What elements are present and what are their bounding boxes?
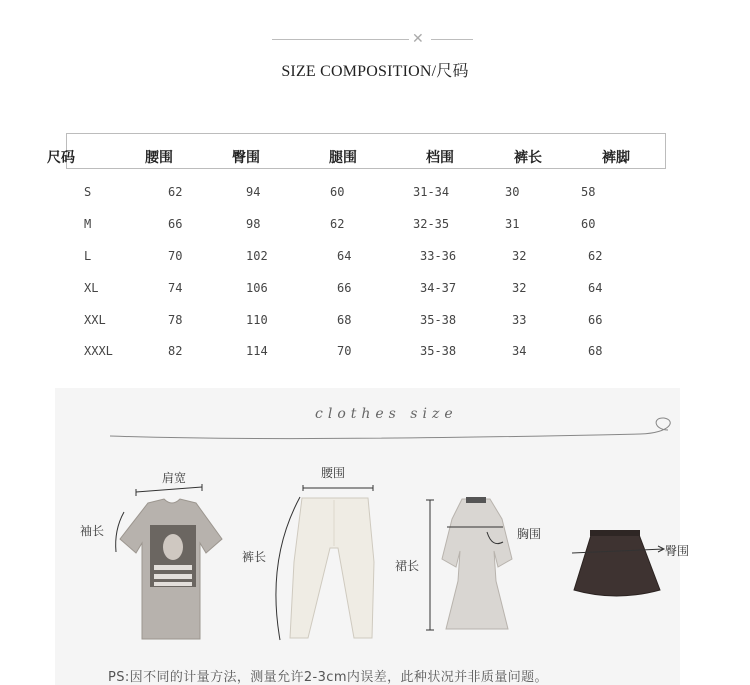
table-cell: 32-35: [413, 217, 450, 231]
table-cell: 60: [330, 185, 345, 199]
table-cell: 94: [246, 185, 261, 199]
table-cell: 32: [512, 281, 527, 295]
table-cell: 68: [337, 313, 352, 327]
skirt-length-label: 裙长: [395, 559, 420, 573]
table-cell: 70: [168, 249, 183, 263]
size-label-cell: M: [84, 217, 92, 231]
table-cell: 68: [588, 344, 603, 358]
table-cell: 33-36: [420, 249, 457, 263]
table-cell: 70: [337, 344, 352, 358]
close-x-ornament-icon: ✕: [412, 31, 424, 47]
table-cell: 82: [168, 344, 183, 358]
header-hip: 臀围: [232, 150, 260, 166]
table-cell: 58: [581, 185, 596, 199]
table-cell: 62: [330, 217, 345, 231]
table-cell: 106: [246, 281, 268, 295]
table-cell: 31-34: [413, 185, 450, 199]
table-cell: 34-37: [420, 281, 457, 295]
header-leg-opening: 裤脚: [602, 150, 630, 166]
size-label-cell: XL: [84, 281, 99, 295]
table-cell: 66: [168, 217, 183, 231]
table-cell: 64: [337, 249, 352, 263]
table-cell: 31: [505, 217, 520, 231]
table-cell: 64: [588, 281, 603, 295]
table-cell: 78: [168, 313, 183, 327]
table-cell: 66: [588, 313, 603, 327]
table-cell: 74: [168, 281, 183, 295]
table-cell: 62: [168, 185, 183, 199]
table-cell: 32: [512, 249, 527, 263]
table-cell: 30: [505, 185, 520, 199]
table-cell: 114: [246, 344, 268, 358]
table-cell: 33: [512, 313, 527, 327]
chest-label: 胸围: [517, 527, 542, 541]
table-cell: 35-38: [420, 313, 457, 327]
table-cell: 102: [246, 249, 268, 263]
table-cell: 110: [246, 313, 268, 327]
header-waist: 腰围: [145, 150, 173, 166]
measurement-note: PS:因不同的计量方法，测量允许2-3cm内误差，此种状况并非质量问题。: [108, 670, 548, 685]
size-label-cell: S: [84, 185, 92, 199]
sleeve-length-label: 袖长: [80, 524, 105, 538]
waist-label: 腰围: [321, 466, 346, 480]
table-cell: 35-38: [420, 344, 457, 358]
size-label-cell: XXXL: [84, 344, 113, 358]
table-cell: 66: [337, 281, 352, 295]
header-size: 尺码: [47, 150, 75, 166]
header-thigh: 腿围: [329, 150, 357, 166]
shoulder-width-label: 肩宽: [162, 471, 187, 485]
pants-length-label: 裤长: [242, 550, 267, 564]
clothes-size-script: clothes size: [315, 406, 458, 422]
table-cell: 60: [581, 217, 596, 231]
page-title: SIZE COMPOSITION/尺码: [281, 63, 469, 80]
table-cell: 34: [512, 344, 527, 358]
table-cell: 98: [246, 217, 261, 231]
table-cell: 62: [588, 249, 603, 263]
size-label-cell: L: [84, 249, 92, 263]
hip-label: 臀围: [665, 544, 690, 558]
header-rise: 档围: [426, 150, 454, 166]
header-length: 裤长: [514, 150, 542, 166]
size-label-cell: XXL: [84, 313, 106, 327]
